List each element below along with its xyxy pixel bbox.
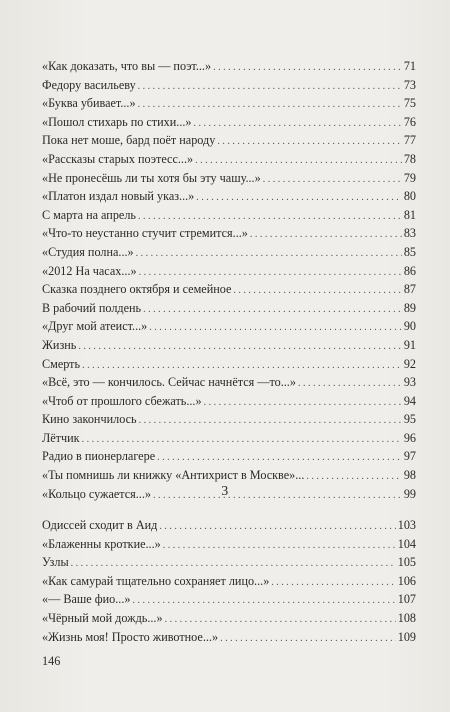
- toc-entry: [42, 628, 416, 647]
- toc-entry-title: Смерть: [42, 356, 81, 371]
- leader-dots: [250, 226, 402, 245]
- toc-entry-page: 95: [403, 412, 416, 427]
- toc-entry: [42, 57, 416, 76]
- toc-entry-title: «2012 На часах...»: [42, 263, 137, 278]
- leader-dots: [263, 171, 402, 190]
- toc-entry-page: 104: [397, 536, 416, 551]
- toc-entry: [42, 535, 416, 554]
- table-of-contents-part-2: [42, 57, 416, 503]
- toc-entry: [42, 447, 416, 466]
- leader-dots: [204, 394, 402, 413]
- leader-dots: [143, 301, 402, 320]
- toc-entry: [42, 187, 416, 206]
- toc-entry-title: «Что-то неустанно стучит стремится...»: [42, 226, 248, 241]
- toc-entry: [42, 150, 416, 169]
- leader-dots: [138, 78, 402, 97]
- toc-entry: [42, 392, 416, 411]
- leader-dots: [194, 115, 402, 134]
- leader-dots: [149, 319, 402, 338]
- toc-entry-title: «— Ваше фио...»: [42, 592, 131, 607]
- toc-entry: [42, 553, 416, 572]
- toc-entry-page: 77: [403, 133, 416, 148]
- toc-entry-title: «Студия полна...»: [42, 244, 134, 259]
- toc-entry: [42, 169, 416, 188]
- toc-entry-page: 91: [403, 337, 416, 352]
- toc-entry: [42, 609, 416, 628]
- toc-entry-page: 75: [403, 96, 416, 111]
- toc-entry: [42, 299, 416, 318]
- toc-entry-page: 106: [397, 573, 416, 588]
- toc-entry: [42, 317, 416, 336]
- toc-entry-page: 90: [403, 319, 416, 334]
- toc-entry-title: «Платон издал новый указ...»: [42, 189, 195, 204]
- toc-entry-title: «Всё, это — кончилось. Сейчас начнётся —то...»: [42, 375, 296, 390]
- toc-entry-page: 108: [397, 610, 416, 625]
- toc-entry: [42, 429, 416, 448]
- toc-entry-page: 83: [403, 226, 416, 241]
- toc-entry: [42, 243, 416, 262]
- toc-entry: [42, 131, 416, 150]
- toc-entry-page: 93: [403, 375, 416, 390]
- toc-entry-title: «Пошол стихарь по стихи...»: [42, 114, 192, 129]
- leader-dots: [78, 338, 401, 357]
- toc-entry-page: 89: [403, 300, 416, 315]
- toc-entry: [42, 262, 416, 281]
- leader-dots: [159, 518, 395, 537]
- toc-entry-page: 107: [397, 592, 416, 607]
- toc-entry-title: Пока нет моше, бард поёт народу: [42, 133, 216, 148]
- toc-entry-title: «Рассказы старых поэтесс...»: [42, 151, 194, 166]
- leader-dots: [271, 574, 395, 593]
- leader-dots: [298, 375, 402, 394]
- toc-entry-page: 92: [403, 356, 416, 371]
- toc-entry-title: Лётчик: [42, 430, 80, 445]
- leader-dots: [233, 282, 401, 301]
- toc-entry-title: «Чтоб от прошлого сбежать...»: [42, 393, 202, 408]
- toc-entry-page: 85: [403, 244, 416, 259]
- toc-entry-title: Жизнь: [42, 337, 77, 352]
- toc-entry-title: «Чёрный мой дождь...»: [42, 610, 163, 625]
- toc-entry: [42, 94, 416, 113]
- toc-entry-page: 98: [403, 468, 416, 483]
- toc-entry-title: «Друг мой атеист...»: [42, 319, 148, 334]
- toc-entry-page: 80: [403, 189, 416, 204]
- toc-entry-page: 103: [397, 518, 416, 532]
- toc-entry-page: 96: [403, 430, 416, 445]
- toc-entry: [42, 516, 416, 535]
- toc-entry-page: 71: [403, 59, 416, 73]
- toc-entry: [42, 590, 416, 609]
- toc-entry: [42, 373, 416, 392]
- toc-entry-page: 78: [403, 151, 416, 166]
- toc-entry-title: «Блаженны кроткие...»: [42, 536, 161, 551]
- toc-entry-title: «Как самурай тщательно сохраняет лицо...»: [42, 573, 270, 588]
- toc-entry-title: «Жизнь моя! Просто животное...»: [42, 629, 219, 644]
- toc-entry: [42, 280, 416, 299]
- leader-dots: [220, 630, 396, 649]
- toc-entry: [42, 572, 416, 591]
- toc-entry-title: «Кольцо сужается...»: [42, 486, 151, 501]
- toc-entry-page: 76: [403, 114, 416, 129]
- toc-entry-page: 79: [403, 170, 416, 185]
- toc-entry-page: 81: [403, 207, 416, 222]
- toc-entry: [42, 410, 416, 429]
- toc-entry-title: С марта на апрель: [42, 207, 136, 222]
- toc-entry: [42, 113, 416, 132]
- toc-entry-title: «Ты помнишь ли книжку «Антихрист в Москве»...: [42, 468, 305, 483]
- leader-dots: [136, 245, 402, 264]
- toc-entry-title: Федору васильеву: [42, 77, 136, 92]
- toc-entry-page: 86: [403, 263, 416, 278]
- toc-entry-title: Кино закончилось: [42, 412, 137, 427]
- toc-entry-page: 73: [403, 77, 416, 92]
- toc-entry-title: Одиссей сходит в Аид: [42, 518, 158, 532]
- page-number: 146: [42, 654, 61, 668]
- leader-dots: [139, 412, 402, 431]
- toc-entry-title: «Не пронесёшь ли ты хотя бы эту чашу...»: [42, 170, 261, 185]
- toc-entry-page: 94: [403, 393, 416, 408]
- toc-entry-page: 99: [403, 486, 416, 501]
- toc-entry-page: 105: [397, 555, 416, 570]
- toc-entry: [42, 336, 416, 355]
- toc-entry-title: «Как доказать, что вы — поэт...»: [42, 59, 212, 73]
- toc-entry-title: В рабочий полдень: [42, 300, 142, 315]
- toc-entry: [42, 224, 416, 243]
- toc-entry-page: 109: [397, 629, 416, 644]
- toc-entry-title: Узлы: [42, 555, 69, 570]
- toc-entry-title: Радио в пионерлагере: [42, 449, 156, 464]
- toc-entry: [42, 466, 416, 485]
- section-heading: 3: [221, 484, 229, 499]
- leader-dots: [196, 189, 402, 208]
- leader-dots: [213, 59, 402, 78]
- toc-entry-page: 97: [403, 449, 416, 464]
- leader-dots: [163, 537, 396, 556]
- leader-dots: [217, 133, 401, 152]
- toc-entry-title: Сказка позднего октября и семейное: [42, 282, 232, 297]
- toc-entry: [42, 355, 416, 374]
- toc-entry-page: 87: [403, 282, 416, 297]
- toc-entry: [42, 76, 416, 95]
- leader-dots: [132, 592, 395, 611]
- toc-entry: [42, 206, 416, 225]
- toc-entry-title: «Буква убивает...»: [42, 96, 136, 111]
- table-of-contents-part-3: [42, 516, 416, 646]
